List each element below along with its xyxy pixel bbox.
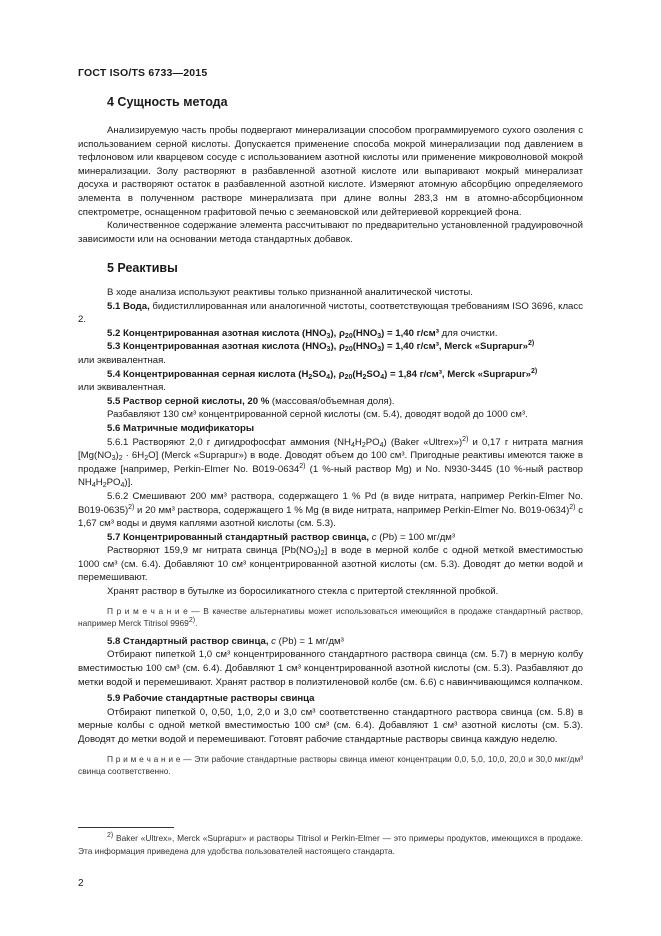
clause-5-6-1: 5.6.1 Растворяют 2,0 г дигидрофосфат аммония $(NH_4H_2PO_4)$ (Baker «Ultrex»)$^{2)}$ и 0,17 г нитрата магния $[Mg(NO_3)_2 \cdot 6H_2O]$ (Merck «Suprapur») в воде. Доводят объем до 100 см³. Пригодные реактивы имеются также в продаже [например, Perkin-Elmer No. B019-0634$^{2)}$ (1 %-ный раствор Mg) и No. N930-3445 (10 %-ный раствор $NH_4H_2PO_4$)].: [78, 435, 584, 490]
clause-5-7: 5.7 Концентрированный стандартный раствор свинца, c (Pb) = 100 мг/дм³: [107, 531, 456, 543]
clause-5-6: 5.6 Матричные модификаторы: [107, 422, 255, 434]
page-number: 2: [78, 878, 84, 889]
section-4-paragraph-2: Количественное содержание элемента рассчитывают по предварительно установленной градуировочной зависимости или на основании метода стандартных добавок.: [78, 220, 583, 245]
clause-5-4: 5.4 Концентрированная серная кислота $(H_2SO_4)$, $\rho_{20}(H_2SO_4) = 1,84$ г/см³, Merck «Suprapur»$^{2)}$: [107, 367, 538, 381]
note-1: П р и м е ч а н и е — В качестве альтернативы может использоваться имеющийся в продаже стандартный раствор, например Merck Titrisol 9969$^{2)}$.: [78, 605, 583, 629]
section-5-intro: В ходе анализа используют реактивы только признанной аналитической чистоты.: [107, 287, 473, 298]
clause-5-6-2: 5.6.2 Смешивают 200 мм³ раствора, содержащего 1 % Pd (в виде нитрата, например Perkin-Elmer No. B019-0635)$^{2)}$ и 20 мм³ раствора, содержащего 1 % Mg (в виде нитрата, например Perkin-Elmer No. B019-0634)$^{2)}$ с 1,67 см³ воды и двумя каплями азотной кислоты (см. 5.3).: [78, 490, 583, 530]
document-header: ГОСТ ISO/TS 6733—2015: [78, 67, 208, 79]
section-4-paragraph-1: Анализируемую часть пробы подвергают минерализации способом программируемого сухого озоления с использованием серной кислоты. Допускается применение способа мокрой минерализации под давлением в тефлоновом или кварцевом сосуде с использованием азотной кислоты или применение микроволновой мокрой минерализации. Золу растворяют в разбавленной азотной кислоте или выпаривают мокрый минерализат досуха и растворяют остаток в разбавленной азотной кислоте. Измеряют атомную абсорбцию определяемого элемента в полученном растворе минерализата при длине волны 283,3 нм в атомно-абсорбционном спектрометре, оснащенном графитовой печью с зеемановской или дейтериевой коррекцией фона.: [78, 125, 583, 218]
clause-5-9-paragraph: Отбирают пипеткой 0, 0,50, 1,0, 2,0 и 3,0 см³ соответственно стандартного раствора свинца (см. 5.8) в мерные колбы с одной меткой вместимостью 100 см³ (см. 6.4). Добавляют 1 см³ азотной кислоты (см. 5.3). Доводят до метки водой и перемешивают. Готовят рабочие стандартные растворы свинца каждую неделю.: [78, 706, 583, 745]
clause-5-4-tail: или эквивалентная.: [78, 382, 166, 394]
clause-5-9: 5.9 Рабочие стандартные растворы свинца: [107, 693, 315, 705]
clause-5-8: 5.8 Стандартный раствор свинца, c (Pb) = 1 мг/дм³: [107, 635, 344, 647]
section-5-body: [78, 286, 583, 778]
note-2: П р и м е ч а н и е — Эти рабочие стандартные растворы свинца имеют концентрации 0,0, 5,0, 10,0, 20,0 и 30,0 мкг/дм³ свинца соответственно.: [78, 753, 583, 777]
clause-5-5-paragraph: Разбавляют 130 см³ концентрированной серной кислоты (см. 5.4), доводят водой до 1000 см³.: [107, 409, 528, 421]
clause-5-7-paragraph-1: Растворяют 159,9 мг нитрата свинца $[Pb(NO_3)_2]$ в воде в мерной колбе с одной меткой вместимостью 1000 см³ (см. 6.4). Добавляют 10 см³ концентрированной азотной кислоты (см. 5.3). Доводят до метки водой и перемешивают.: [78, 545, 583, 584]
section-4-body: [78, 124, 583, 246]
clause-5-3: 5.3 Концентрированная азотная кислота $(HNO_3)$, $\rho_{20}(HNO_3) = 1,40$ г/см³, Merck «Suprapur»$^{2)}$: [107, 340, 535, 354]
footnote-divider: [78, 827, 174, 828]
clause-5-1: 5.1 Вода, бидистиллированная или аналогичной чистоты, соответствующая требованиям ISO 3696, класс 2.: [78, 300, 583, 326]
footnote: [78, 832, 583, 857]
clause-5-5: 5.5 Раствор серной кислоты, 20 % (массовая/объемная доля).: [107, 395, 395, 407]
section-5-heading: 5 Реактивы: [107, 261, 178, 275]
clause-5-7-paragraph-2: Хранят раствор в бутылке из боросиликатного стекла с притертой стеклянной пробкой.: [107, 586, 499, 598]
clause-5-8-paragraph: Отбирают пипеткой 1,0 см³ концентрированного стандартного раствора свинца (см. 5.7) в мерную колбу вместимостью 100 см³ (см. 6.4). Добавляют 1 см³ концентрированной азотной кислоты (см. 5.3). Разбавляют до метки водой и перемешивают. Хранят раствор в полиэтиленовой колбе (см. 6.6) с навинчивающимся колпачком.: [78, 649, 583, 688]
clause-5-3-tail: или эквивалентная.: [78, 354, 166, 366]
footnote-text: Baker «Ultrex», Merck «Suprapur» и растворы Titrisol и Perkin-Elmer — это примеры продуктов, имеющихся в продаже. Эта информация приведена для удобства пользователей настоящего стандарта.: [78, 833, 583, 856]
footnote-mark: 2): [107, 832, 114, 839]
clause-5-2: 5.2 Концентрированная азотная кислота $(HNO_3)$, $\rho_{20}(HNO_3) = 1,40$ г/см³ для очистки.: [107, 327, 498, 340]
section-4-heading: 4 Сущность метода: [107, 95, 228, 109]
